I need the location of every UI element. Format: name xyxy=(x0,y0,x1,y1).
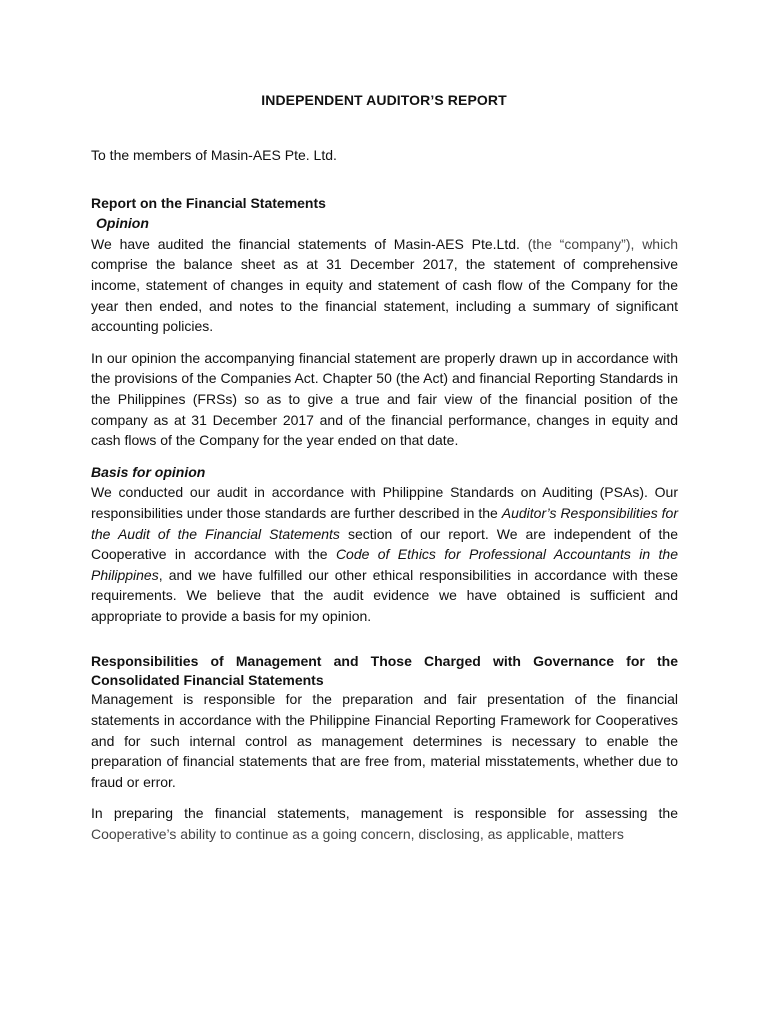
opinion-paragraph-1-start: We have audited the financial statements of Masin-AES Pte.Ltd. xyxy=(91,235,528,252)
basis-code-of-ethics-ref: Code of Ethics for Professional Accountants in the Philippines xyxy=(91,546,678,583)
report-body xyxy=(91,145,678,845)
responsibilities-paragraph-2 xyxy=(91,803,678,844)
opinion-paragraph-1 xyxy=(91,234,678,337)
responsibilities-paragraph-2-cont: Cooperative’s ability to continue as a going concern, disclosing, as applicable, matters xyxy=(91,826,624,843)
basis-paragraph xyxy=(91,482,678,626)
report-title: INDEPENDENT AUDITOR’S REPORT xyxy=(261,92,507,108)
responsibilities-paragraph-2-start: In preparing the financial statements, management is responsible for assessing the xyxy=(91,805,678,822)
opinion-paragraph-1-rest: comprise the balance sheet as at 31 December 2017, the statement of comprehensive income, statement of changes in equity and statement of cash flow of the Company for the year then ended, and notes to the financial statement, including a summary of significant accounting policies. xyxy=(91,256,678,335)
basis-auditor-responsibilities-ref: Auditor’s Responsibilities for the Audit of the Financial Statements xyxy=(91,504,679,542)
opinion-company-definition: (the “company”), which xyxy=(527,235,678,252)
basis-heading: Basis for opinion xyxy=(91,463,206,480)
basis-text-1: We conducted our audit in accordance with Philippine Standards on Auditing (PSAs). Our responsibilities under those standards are further described in the xyxy=(91,484,678,521)
basis-text-2: section of our report. We are independent of the Cooperative in accordance with the xyxy=(91,525,678,563)
responsibilities-paragraph-1: Management is responsible for the preparation and fair presentation of the financial statements in accordance with the Philippine Financial Reporting Framework for Cooperatives and for such internal control as management determines is necessary to enable the preparation of financial statements that are free from, material misstatements, whether due to fraud or error. xyxy=(91,691,678,790)
addressee-line: To the members of Masin-AES Pte. Ltd. xyxy=(91,147,337,163)
basis-text-3: , and we have fulfilled our other ethical responsibilities in accordance with these requirements. We believe that the audit evidence we have obtained is sufficient and appropriate to provide a basis for my opinion. xyxy=(91,566,678,624)
opinion-paragraph-2: In our opinion the accompanying financial statement are properly drawn up in accordance with the provisions of the Companies Act. Chapter 50 (the Act) and financial Reporting Standards in the Philippines (FRSs) so as to give a true and fair view of the financial position of the company as at 31 December 2017 and of the financial performance, changes in equity and cash flows of the Company for the year ended on that date. xyxy=(91,349,678,449)
report-heading: Report on the Financial Statements xyxy=(91,194,326,211)
responsibilities-heading: Responsibilities of Management and Those Charged with Governance for the Consolidated Financial Statements xyxy=(91,653,678,688)
opinion-heading: Opinion xyxy=(96,215,149,232)
